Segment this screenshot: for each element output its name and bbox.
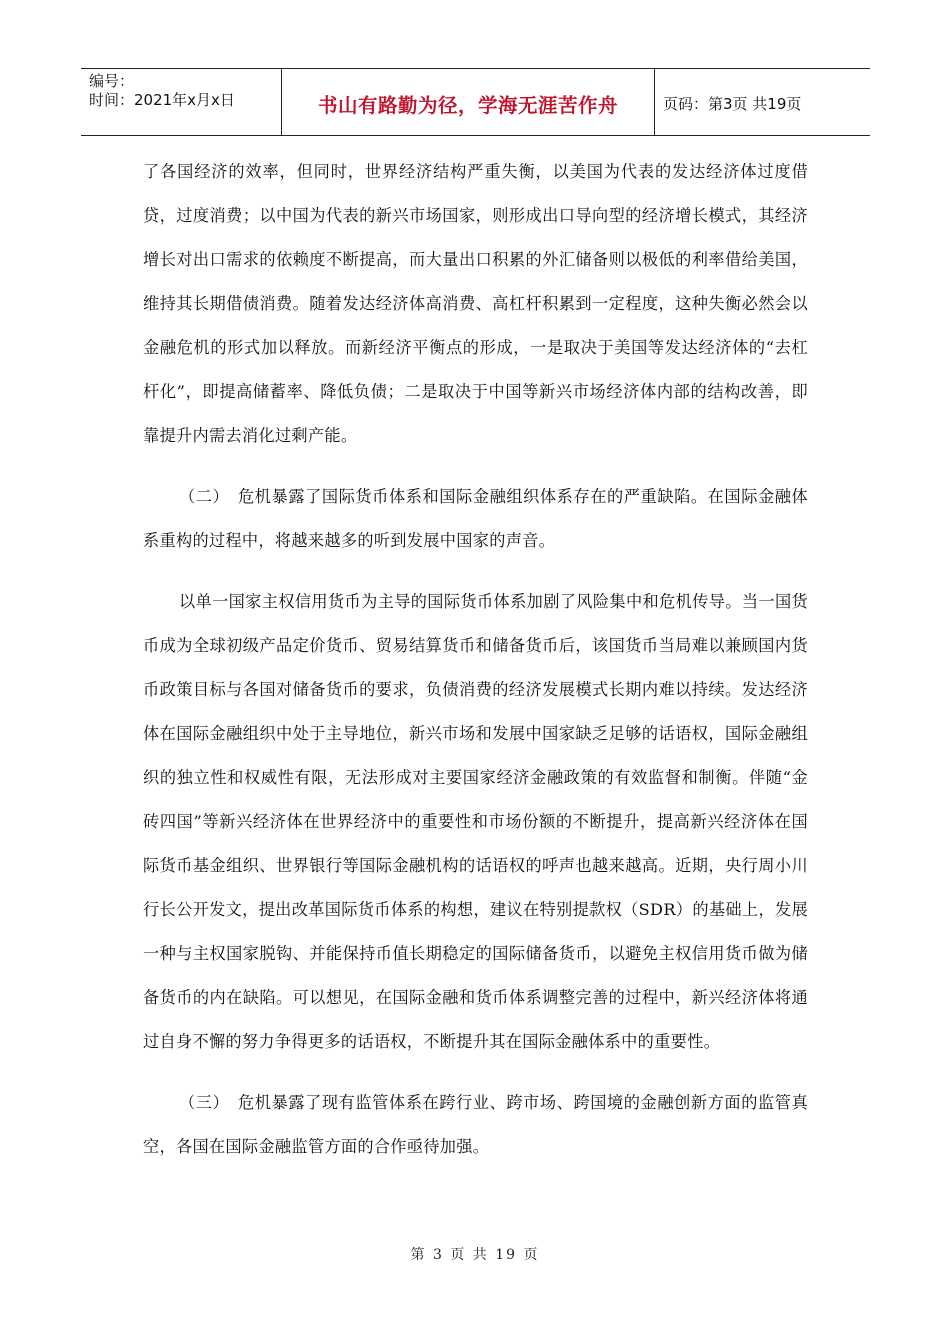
header-page-indicator: 页码：第3页 共19页 — [663, 94, 802, 113]
header-meta — [81, 69, 282, 135]
document-body — [143, 150, 808, 1169]
section-heading-three: （三） 危机暴露了现有监管体系在跨行业、跨市场、跨国境的金融创新方面的监管真空，各国在国际金融监管方面的合作亟待加强。 — [143, 1093, 808, 1156]
paragraph-monetary-system: 以单一国家主权信用货币为主导的国际货币体系加剧了风险集中和危机传导。当一国货币成为全球初级产品定价货币、贸易结算货币和储备货币后，该国货币当局难以兼顾国内货币政策目标与各国对储备货币的要求，负债消费的经济发展模式长期内难以持续。发达经济体在国际金融组织中处于主导地位，新兴市场和发展中国家缺乏足够的话语权，国际金融组织的独立性和权威性有限，无法形成对主要国家经济金融政策的有效监督和制衡。伴随“金砖四国”等新兴经济体在世界经济中的重要性和市场份额的不断提升，提高新兴经济体在国际货币基金组织、世界银行等国际金融机构的话语权的呼声也越来越高。近期，央行周小川行长公开发文，提出改革国际货币体系的构想，建议在特别提款权（SDR）的基础上，发展一种与主权国家脱钩、并能保持币值长期稳定的国际储备货币，以避免主权信用货币做为储备货币的内在缺陷。可以想见，在国际金融和货币体系调整完善的过程中，新兴经济体将通过自身不懈的努力争得更多的话语权，不断提升其在国际金融体系中的重要性。 — [143, 592, 808, 1051]
code-label: 编号： — [89, 72, 135, 90]
document-header — [81, 68, 870, 136]
paragraph-continued: 了各国经济的效率，但同时，世界经济结构严重失衡，以美国为代表的发达经济体过度借贷，过度消费；以中国为代表的新兴市场国家，则形成出口导向型的经济增长模式，其经济增长对出口需求的依赖度不断提高，而大量出口积累的外汇储备则以极低的利率借给美国，维持其长期借债消费。随着发达经济体高消费、高杠杆积累到一定程度，这种失衡必然会以金融危机的形式加以释放。而新经济平衡点的形成，一是取决于美国等发达经济体的“去杠杆化”，即提高储蓄率、降低负债；二是取决于中国等新兴市场经济体内部的结构改善，即靠提升内需去消化过剩产能。 — [143, 162, 808, 445]
date-label: 时间：2021年x月x日 — [89, 91, 235, 109]
section-heading-two: （二） 危机暴露了国际货币体系和国际金融组织体系存在的严重缺陷。在国际金融体系重构的过程中，将越来越多的听到发展中国家的声音。 — [143, 487, 808, 550]
page-footer: 第 3 页 共 19 页 — [410, 1247, 540, 1263]
header-motto: 书山有路勤为径，学海无涯苦作舟 — [282, 69, 655, 135]
